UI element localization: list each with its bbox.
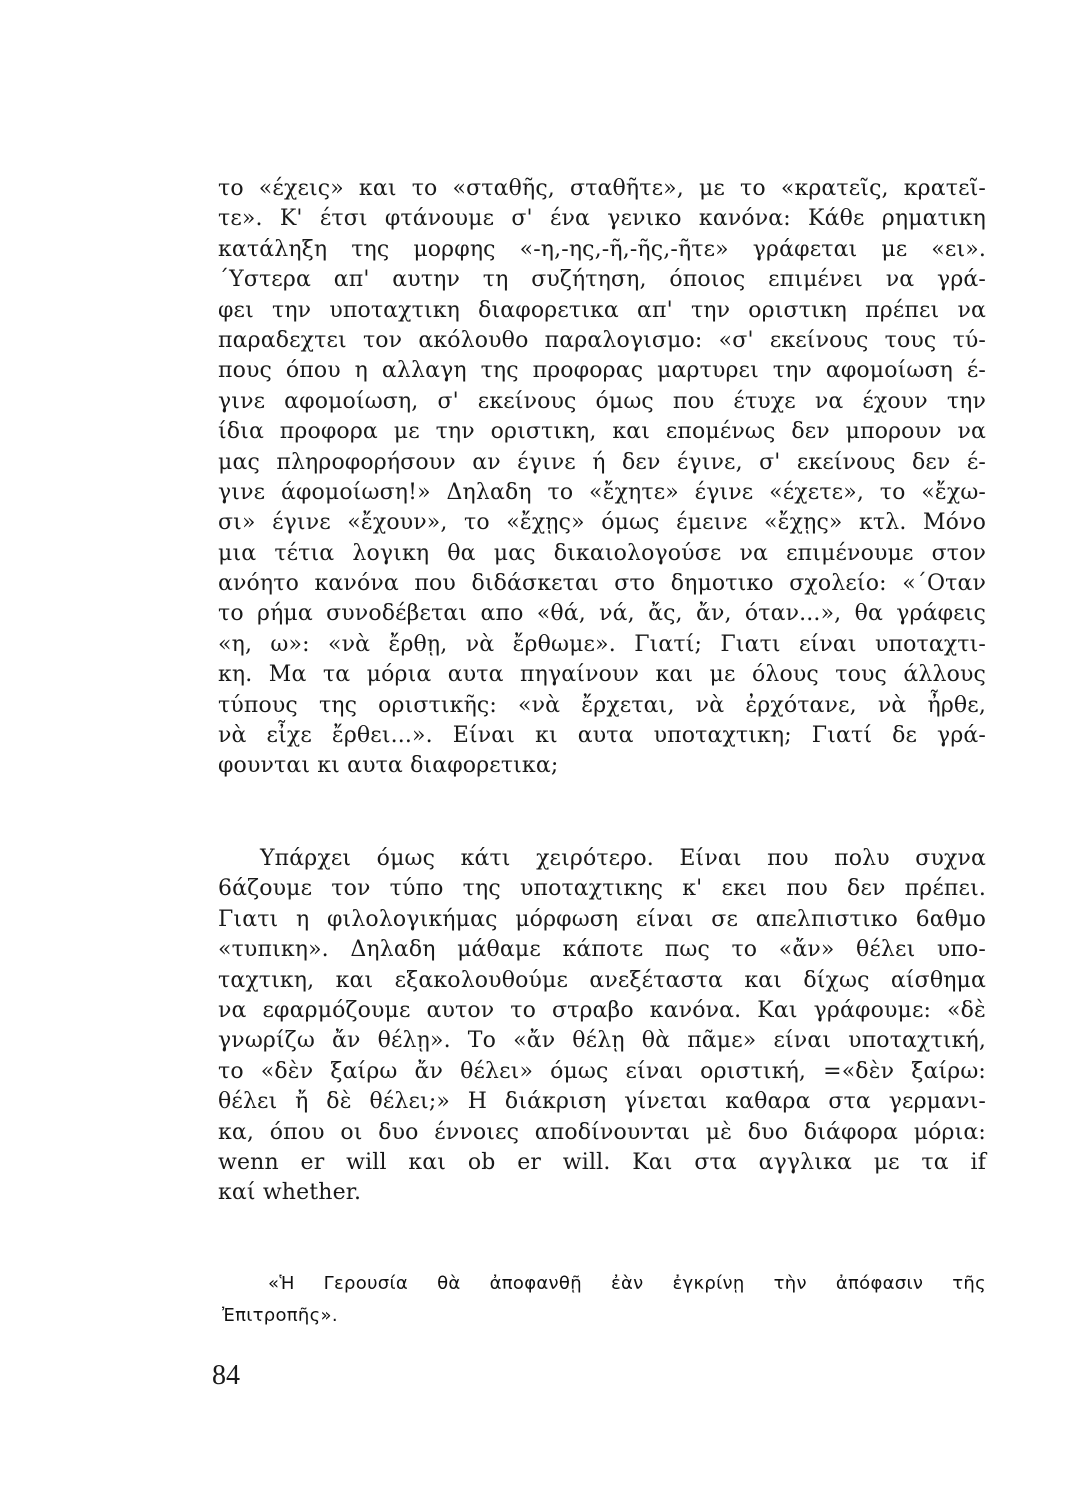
text-line: ίδια προφορα με την οριστικη, και επομένως δεν μπορουν να xyxy=(218,419,986,445)
text-line: Υπάρχει όμως κάτι χειρότερο. Είναι που πολυ συχνα xyxy=(260,846,986,871)
text-line: κατάληξη της μορφης «-η,-ης,-ῆ,-ῆς,-ῆτε» γράφεται με «ει». xyxy=(218,236,986,262)
text-line: τε». Κ' έτσι φτάνουμε σ' ένα γενικο κανόνα: Κάθε ρηματικη xyxy=(218,206,986,232)
text-line: φουνται κι αυτα διαφορετικα; xyxy=(218,753,559,779)
page-number: 84 xyxy=(212,1360,240,1391)
text-line: φει την υποταχτικη διαφορετικα απ' την οριστικη πρέπει να xyxy=(218,297,986,323)
text-line: 6άζουμε τον τύπο της υποταχτικης κ' εκει που δεν πρέπει. xyxy=(218,876,986,902)
text-line: μας πληροφορήσουν αν έγινε ή δεν έγινε, σ' εκείνους δεν έ- xyxy=(218,449,986,475)
text-line: καί whether. xyxy=(218,1180,362,1206)
text-line: κα, όπου οι δυο έννοιες αποδίνουνται μὲ δυο διάφορα μόρια: xyxy=(218,1119,986,1145)
text-line: νὰ εἶχε ἔρθει...». Είναι κι αυτα υποταχτικη; Γιατί δε γρά- xyxy=(218,723,986,749)
footnote xyxy=(218,1268,986,1332)
text-line: να εφαρμόζουμε αυτον το στραβο κανόνα. Και γράφουμε: «δὲ xyxy=(218,997,986,1023)
text-line: το «δὲν ξαίρω ἄν θέλει» όμως είναι οριστική, =«δὲν ξαίρω: xyxy=(218,1058,986,1084)
text-line: κη. Μα τα μόρια αυτα πηγαίνουν και με όλους τους άλλους xyxy=(218,662,986,688)
text-line: σι» έγινε «ἔχουν», το «ἔχῃς» όμως έμεινε «ἔχῃς» κτλ. Μόνο xyxy=(218,510,986,536)
text-line: θέλει ἤ δὲ θέλει;» Η διάκριση γίνεται καθαρα στα γερμανι- xyxy=(218,1089,986,1115)
text-line: ΄Υστερα απ' αυτην τη συζήτηση, όποιος επιμένει να γρά- xyxy=(218,267,986,293)
paragraph-2 xyxy=(218,844,986,1209)
text-line: «τυπικη». Δηλαδη μάθαμε κάποτε πως το «ἄν» θέλει υπο- xyxy=(218,937,986,963)
text-line: ταχτικη, και εξακολουθούμε ανεξέταστα και δίχως αίσθημα xyxy=(218,967,986,993)
text-line: το ρήμα συνοδέβεται απο «θά, νά, ἄς, ἄν, όταν...», θα γράφεις xyxy=(218,601,986,627)
text-line: wenn er will και ob er will. Και στα αγγλικα με τα if xyxy=(218,1149,986,1175)
text-line: παραδεχτει τον ακόλουθο παραλογισμο: «σ' εκείνους τους τύ- xyxy=(218,327,986,353)
footnote-line: Ἐπιτροπῆς». xyxy=(222,1305,338,1326)
text-line: γινε άφομοίωση!» Δηλαδη το «ἔχητε» έγινε «έχετε», το «ἔχω- xyxy=(218,479,986,505)
paragraph-1 xyxy=(218,174,986,782)
text-line: τύπους της οριστικῆς: «νὰ ἔρχεται, νὰ ἐρχότανε, νὰ ἦρθε, xyxy=(218,692,986,718)
text-line: Γιατι η φιλολογικήμας μόρφωση είναι σε απελπιστικο 6αθμο xyxy=(218,906,986,932)
text-line: γνωρίζω ἄν θέλῃ». Το «ἄν θέλῃ θὰ πᾶμε» είναι υποταχτική, xyxy=(218,1028,986,1054)
text-line: «η, ω»: «νὰ ἔρθῃ, νὰ ἔρθωμε». Γιατί; Γιατι είναι υποταχτι- xyxy=(218,631,986,657)
footnote-line: «Ἡ Γερουσία θὰ ἀποφανθῇ ἐὰν ἐγκρίνῃ τὴν ἀπόφασιν τῆς xyxy=(268,1273,986,1294)
text-line: γινε αφομοίωση, σ' εκείνους όμως που έτυχε να έχουν την xyxy=(218,388,986,414)
text-line: ανόητο κανόνα που διδάσκεται στο δημοτικο σχολείο: «΄Οταν xyxy=(218,571,986,597)
text-line: πους όπου η αλλαγη της προφορας μαρτυρει την αφομοίωση έ- xyxy=(218,358,986,384)
text-line: το «έχεις» και το «σταθῆς, σταθῆτε», με το «κρατεῖς, κρατεῖ- xyxy=(218,176,986,201)
text-line: μια τέτια λογικη θα μας δικαιολογούσε να επιμένουμε στον xyxy=(218,540,986,566)
